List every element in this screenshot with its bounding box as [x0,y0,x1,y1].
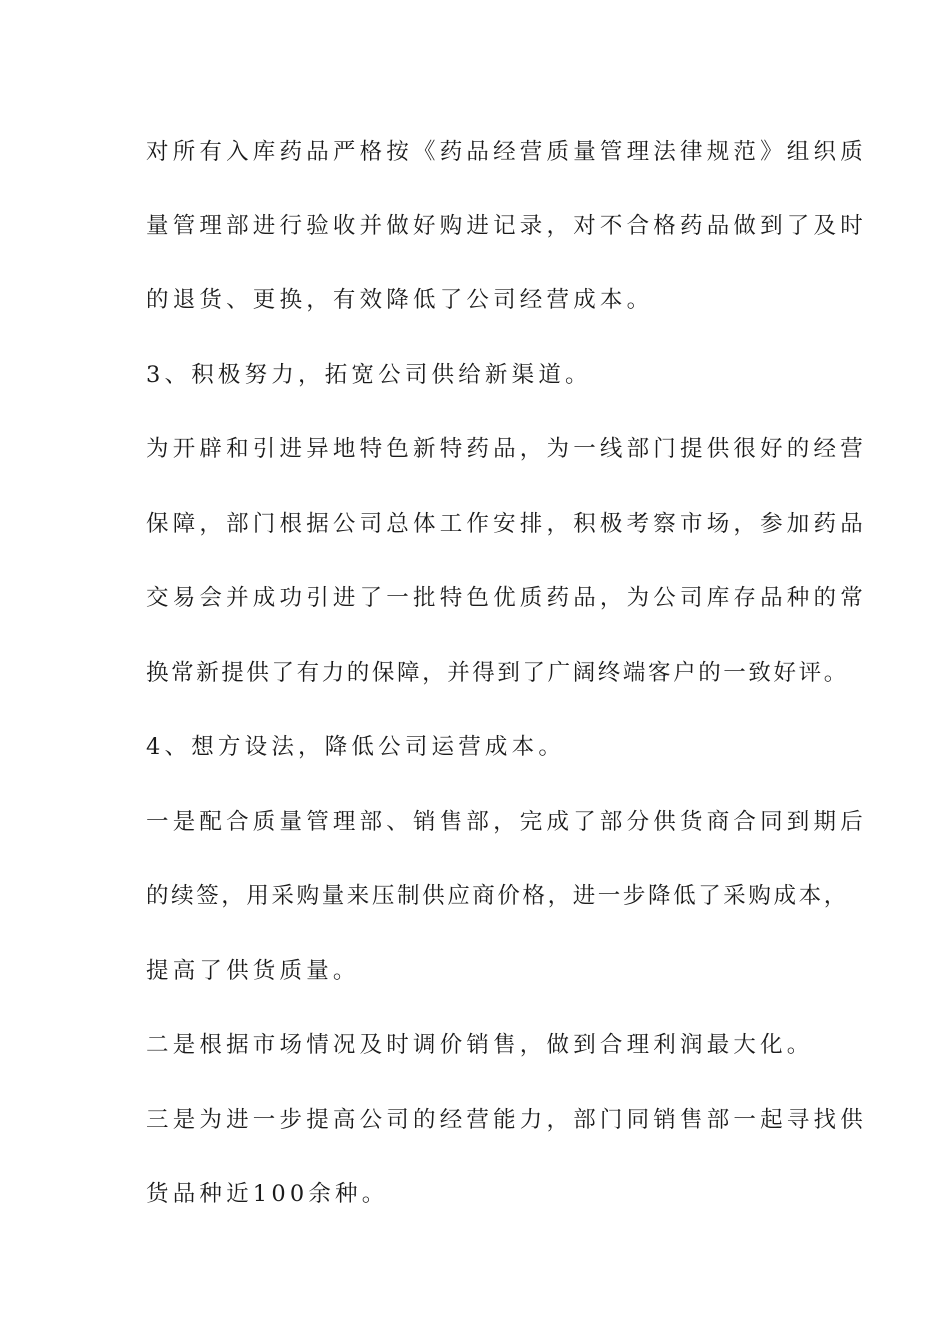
text-line-15: 货品种近100余种。 [146,1181,389,1207]
text-line-11: 的续签，用采购量来压制供应商价格，进一步降低了采购成本， [146,883,849,909]
text-line-10: 一是配合质量管理部、销售部，完成了部分供货商合同到期后 [146,809,867,835]
text-line-12: 提高了供货质量。 [146,958,360,984]
text-line-7: 交易会并成功引进了一批特色优质药品，为公司库存品种的常 [146,585,867,611]
text-line-1: 对所有入库药品严格按《药品经营质量管理法律规范》组织质 [146,139,867,165]
section-heading-4: 4、想方设法，降低公司运营成本。 [146,734,566,760]
text-line-2: 量管理部进行验收并做好购进记录，对不合格药品做到了及时 [146,213,867,239]
text-line-8: 换常新提供了有力的保障，并得到了广阔终端客户的一致好评。 [146,660,849,686]
section-heading-3: 3、积极努力，拓宽公司供给新渠道。 [146,362,592,388]
text-line-5: 为开辟和引进异地特色新特药品，为一线部门提供很好的经营 [146,436,867,462]
text-line-13: 二是根据市场情况及时调价销售，做到合理利润最大化。 [146,1032,814,1058]
text-line-6: 保障，部门根据公司总体工作安排，积极考察市场，参加药品 [146,511,867,537]
text-line-3: 的退货、更换，有效降低了公司经营成本。 [146,287,654,313]
text-line-14: 三是为进一步提高公司的经营能力，部门同销售部一起寻找供 [146,1107,867,1133]
